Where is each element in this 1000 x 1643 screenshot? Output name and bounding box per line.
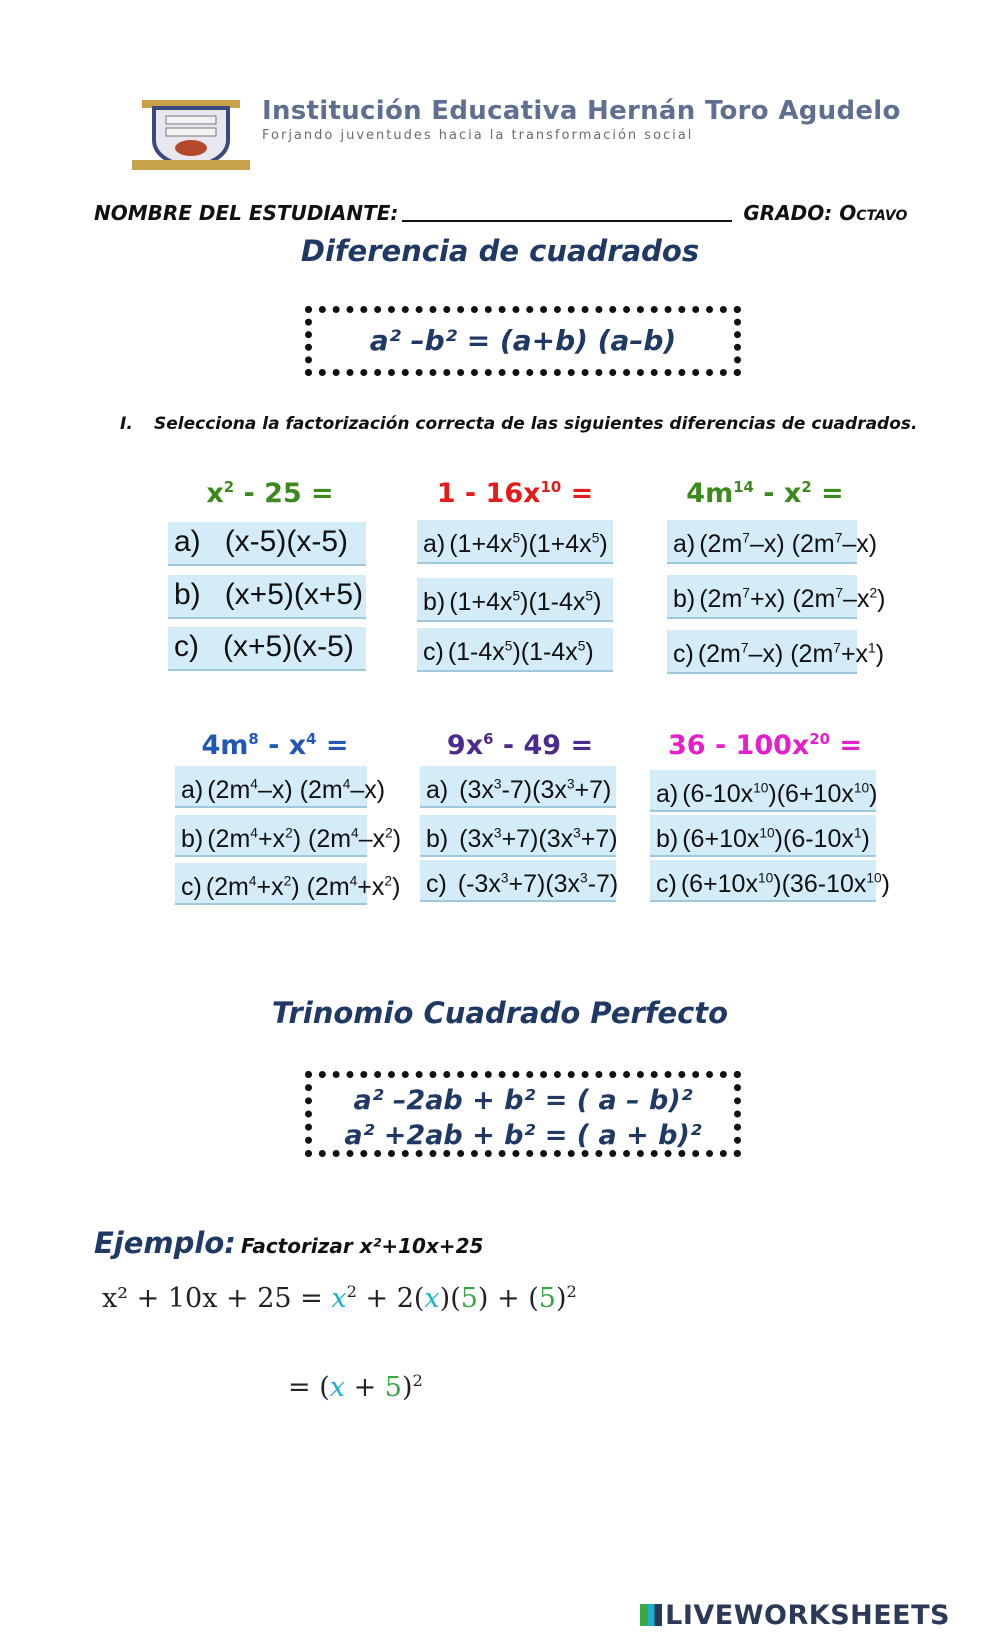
- option-label: a): [656, 780, 679, 809]
- option-label: b): [174, 578, 201, 611]
- example-heading: [94, 1226, 483, 1260]
- option-expression: $(-3x^3+7)(3x^3-7)$: [450, 870, 619, 899]
- grade-label: GRADO:: [743, 201, 833, 225]
- option-label: b): [426, 825, 449, 854]
- formula-text: a² –b² = (a+b) (a–b): [369, 324, 677, 357]
- problem-5-expression: $9x^6 - 49$ =: [446, 730, 594, 761]
- watermark-text: LIVEWORKSHEETS: [665, 1600, 950, 1631]
- example-line-2: = $(x + 5)^2$: [288, 1371, 423, 1403]
- perfect-square-trinomial-formula: [305, 1071, 741, 1157]
- instruction: [120, 414, 917, 434]
- option-label: a): [174, 525, 201, 558]
- option-expression: (x+5)(x-5): [223, 630, 354, 663]
- option-label: c): [673, 640, 694, 669]
- option-expression: $(2m^7+x)$ $(2m^7-x^2)$: [699, 585, 886, 614]
- problem-3-option-b[interactable]: [667, 575, 886, 619]
- option-expression: $(1+4x^5)(1+4x^5)$: [449, 530, 608, 559]
- problem-4-option-c[interactable]: [175, 863, 401, 905]
- problem-6-option-b[interactable]: [650, 815, 876, 857]
- institution-motto: Forjando juventudes hacia la transformación social: [262, 128, 694, 143]
- example-label: Ejemplo:: [94, 1226, 236, 1260]
- liveworksheets-logo-icon: [640, 1604, 662, 1626]
- option-expression: $(1-4x^5)(1-4x^5)$: [447, 638, 594, 667]
- option-expression: $(2m^7-x)$ $(2m^7-x)$: [699, 530, 878, 559]
- option-label: b): [423, 588, 446, 617]
- option-label: c): [656, 870, 677, 899]
- option-label: c): [174, 630, 199, 663]
- section1-title: Diferencia de cuadrados: [300, 234, 700, 268]
- option-expression: (x+5)(x+5): [224, 578, 364, 611]
- option-label: a): [181, 776, 204, 805]
- option-label: a): [673, 530, 696, 559]
- option-expression: (x-5)(x-5): [224, 525, 348, 558]
- problem-4-option-b[interactable]: [175, 815, 402, 857]
- problem-6-expression: $36 - 100x^{20}$ =: [667, 730, 863, 761]
- problem-2-option-c[interactable]: [417, 628, 613, 672]
- difference-of-squares-formula: [305, 306, 741, 376]
- option-expression: $(2m^7-x)$ $(2m^7+x^1)$: [697, 640, 885, 669]
- option-label: b): [181, 825, 204, 854]
- option-expression: $(1+4x^5)(1-4x^5)$: [449, 588, 602, 617]
- option-label: c): [181, 873, 202, 902]
- option-label: b): [673, 585, 696, 614]
- school-crest-logo: [132, 98, 250, 174]
- option-label: c): [423, 638, 444, 667]
- problem-1-option-b[interactable]: [168, 575, 366, 619]
- example-task: Factorizar x²+10x+25: [240, 1234, 484, 1258]
- problem-6-option-c[interactable]: [650, 860, 890, 902]
- formula-line-1: a² –2ab + b² = ( a – b)²: [353, 1085, 693, 1116]
- problem-6-option-a[interactable]: [650, 770, 876, 812]
- example-line-1: [102, 1282, 577, 1314]
- instruction-text: Selecciona la factorización correcta de las siguientes diferencias de cuadrados.: [154, 414, 918, 434]
- problem-3-option-a[interactable]: [667, 520, 878, 564]
- option-label: c): [426, 870, 447, 899]
- option-expression: $(2m^4+x^2)$ $(2m^4+x^2)$: [205, 873, 401, 902]
- problem-5-option-a[interactable]: [420, 766, 616, 808]
- option-expression: $(3x^3-7)(3x^3+7)$: [452, 776, 612, 805]
- problem-2-option-a[interactable]: [417, 520, 613, 564]
- formula-line-2: a² +2ab + b² = ( a + b)²: [344, 1120, 702, 1151]
- problem-1-option-c[interactable]: [168, 627, 366, 671]
- student-info-line: [94, 201, 907, 225]
- problem-3-expression: $4m^{14} - x^2$ =: [686, 478, 844, 509]
- instruction-number: I.: [120, 414, 133, 434]
- problem-1-option-a[interactable]: [168, 522, 366, 566]
- problem-3-option-c[interactable]: [667, 630, 885, 674]
- example-line1-rhs: $x^2 + 2(x)(5) + (5)^2$: [331, 1282, 577, 1314]
- option-expression: $(2m^4-x)$ $(2m^4-x)$: [207, 776, 386, 805]
- problem-5-option-c[interactable]: [420, 860, 619, 902]
- option-expression: $(6+10x^{10})(36-10x^{10})$: [680, 870, 890, 899]
- option-expression: $(6+10x^{10})(6-10x^1)$: [682, 825, 870, 854]
- option-label: a): [423, 530, 446, 559]
- problem-5-option-b[interactable]: [420, 815, 616, 857]
- problem-4-expression: $4m^8 - x^4$ =: [201, 730, 349, 761]
- option-expression: $(3x^3+7)(3x^3+7)$: [452, 825, 618, 854]
- student-name-blank[interactable]: [402, 220, 732, 222]
- problem-1-expression: $x^2 - 25$ =: [206, 478, 334, 509]
- example-line1-lhs: x² + 10x + 25 =: [102, 1283, 323, 1314]
- problem-2-expression: $1 - 16x^{10}$ =: [436, 478, 594, 509]
- institution-name: Institución Educativa Hernán Toro Agudelo: [262, 96, 901, 126]
- student-name-label: NOMBRE DEL ESTUDIANTE:: [94, 201, 399, 225]
- option-expression: $(6-10x^{10})(6+10x^{10})$: [682, 780, 878, 809]
- option-label: b): [656, 825, 679, 854]
- problem-4-option-a[interactable]: [175, 766, 386, 808]
- option-expression: $(2m^4+x^2)$ $(2m^4-x^2)$: [207, 825, 402, 854]
- grade-value: Octavo: [839, 201, 908, 225]
- option-label: a): [426, 776, 449, 805]
- liveworksheets-watermark: [640, 1600, 950, 1631]
- problem-2-option-b[interactable]: [417, 578, 613, 622]
- section2-title: Trinomio Cuadrado Perfecto: [271, 996, 729, 1030]
